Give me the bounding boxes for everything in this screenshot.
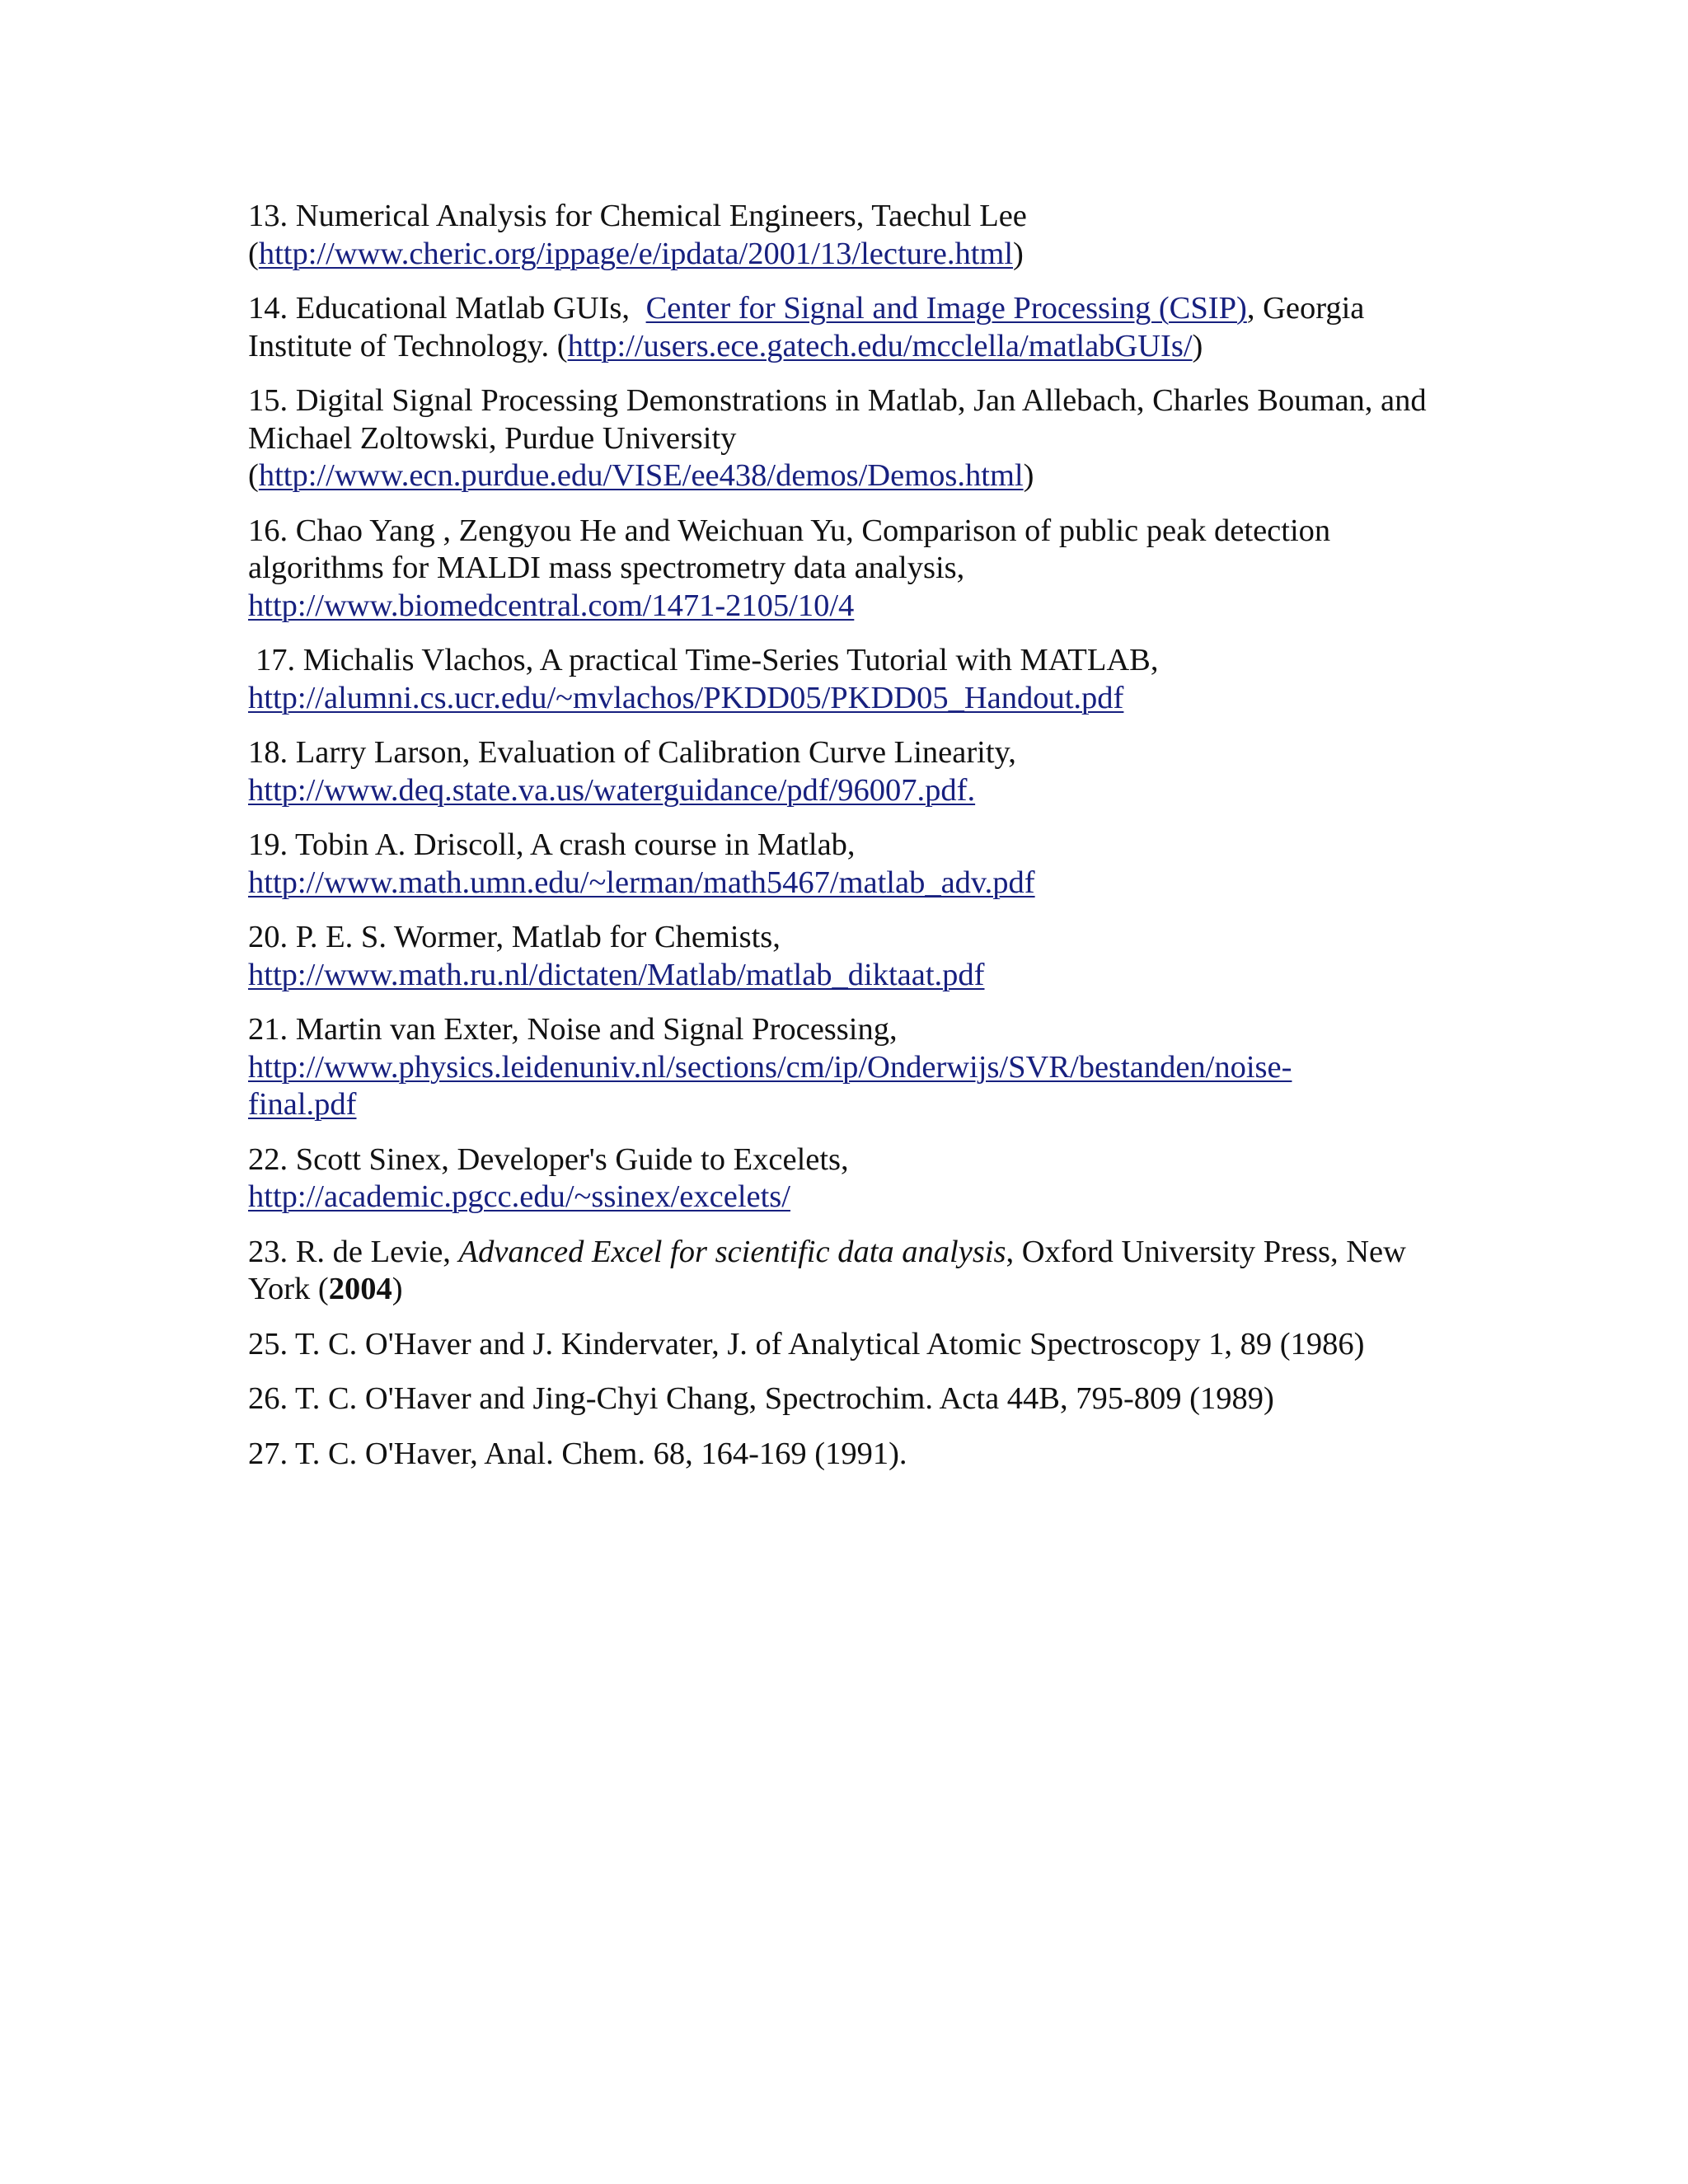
reference-item-22: [248, 1141, 1451, 1216]
reference-text: 15. Digital Signal Processing Demonstrations in Matlab, Jan Allebach, Charles Bouman, and Michael Zoltowski, Purdue University: [248, 383, 1427, 456]
reference-item-15: [248, 382, 1451, 495]
reference-text: 27. T. C. O'Haver, Anal. Chem. 68, 164-169 (1991).: [248, 1436, 907, 1471]
reference-list: [248, 198, 1451, 1490]
organization-link[interactable]: Center for Signal and Image Processing (CSIP): [645, 291, 1247, 326]
publication-year: 2004: [328, 1272, 392, 1306]
reference-text: 16. Chao Yang , Zengyou He and Weichuan Yu, Comparison of public peak detection algorithms for MALDI mass spectrometry data analysis,: [248, 513, 1331, 585]
reference-link[interactable]: http://www.biomedcentral.com/1471-2105/10/4: [248, 588, 855, 623]
paren-close: ): [1023, 458, 1034, 493]
reference-link[interactable]: [248, 1050, 1292, 1122]
reference-item-27: [248, 1436, 1451, 1474]
reference-item-26: [248, 1380, 1451, 1418]
paren-open: (: [248, 458, 259, 493]
reference-link[interactable]: http://users.ece.gatech.edu/mcclella/matlabGUIs/: [567, 328, 1193, 363]
reference-item-23: [248, 1234, 1451, 1309]
reference-item-16: [248, 513, 1451, 626]
reference-link[interactable]: http://www.ecn.purdue.edu/VISE/ee438/demos/Demos.html: [258, 458, 1024, 493]
reference-item-20: [248, 919, 1451, 994]
paren-close: ): [392, 1272, 403, 1306]
reference-link[interactable]: http://academic.pgcc.edu/~ssinex/excelets/: [248, 1179, 790, 1214]
reference-link[interactable]: http://www.math.ru.nl/dictaten/Matlab/matlab_diktaat.pdf: [248, 957, 985, 992]
reference-text: 22. Scott Sinex, Developer's Guide to Excelets,: [248, 1141, 849, 1177]
reference-text-tail: , Georgia Institute of Technology. (: [248, 291, 1365, 363]
reference-link[interactable]: http://alumni.cs.ucr.edu/~mvlachos/PKDD05/PKDD05_Handout.pdf: [248, 680, 1124, 715]
reference-item-17: [248, 642, 1451, 717]
reference-text: 25. T. C. O'Haver and J. Kindervater, J. of Analytical Atomic Spectroscopy 1, 89 (1986): [248, 1326, 1365, 1361]
reference-text: 21. Martin van Exter, Noise and Signal Processing,: [248, 1012, 898, 1047]
book-title: Advanced Excel for scientific data analysis: [458, 1234, 1006, 1269]
reference-item-25: [248, 1326, 1451, 1364]
reference-item-18: [248, 734, 1451, 809]
reference-text: 13. Numerical Analysis for Chemical Engineers, Taechul Lee: [248, 199, 1027, 233]
reference-text: 14. Educational Matlab GUIs,: [248, 291, 630, 326]
reference-link[interactable]: http://www.math.umn.edu/~lerman/math5467/matlab_adv.pdf: [248, 865, 1035, 900]
paren-close: ): [1192, 328, 1203, 363]
paren-open: (: [248, 236, 259, 271]
reference-item-13: [248, 198, 1451, 273]
reference-text: 19. Tobin A. Driscoll, A crash course in Matlab,: [248, 827, 856, 862]
reference-text: 18. Larry Larson, Evaluation of Calibration Curve Linearity,: [248, 735, 1016, 770]
reference-item-14: [248, 290, 1451, 365]
reference-link-line-2: final.pdf: [248, 1087, 357, 1122]
reference-text: 26. T. C. O'Haver and Jing-Chyi Chang, Spectrochim. Acta 44B, 795-809 (1989): [248, 1381, 1274, 1416]
reference-link-line-1: http://www.physics.leidenuniv.nl/sections/cm/ip/Onderwijs/SVR/bestanden/noise-: [248, 1049, 1292, 1085]
publisher-text: , Oxford University Press, New York (: [248, 1234, 1406, 1306]
reference-text: 23. R. de Levie,: [248, 1234, 459, 1269]
reference-link[interactable]: http://www.cheric.org/ippage/e/ipdata/2001/13/lecture.html: [258, 236, 1014, 271]
reference-text: 17. Michalis Vlachos, A practical Time-Series Tutorial with MATLAB,: [256, 643, 1159, 677]
reference-link[interactable]: http://www.deq.state.va.us/waterguidance/pdf/96007.pdf.: [248, 772, 976, 808]
reference-item-21: [248, 1011, 1451, 1124]
reference-item-19: [248, 827, 1451, 902]
reference-text: 20. P. E. S. Wormer, Matlab for Chemists,: [248, 920, 781, 954]
paren-close: ): [1013, 236, 1024, 271]
